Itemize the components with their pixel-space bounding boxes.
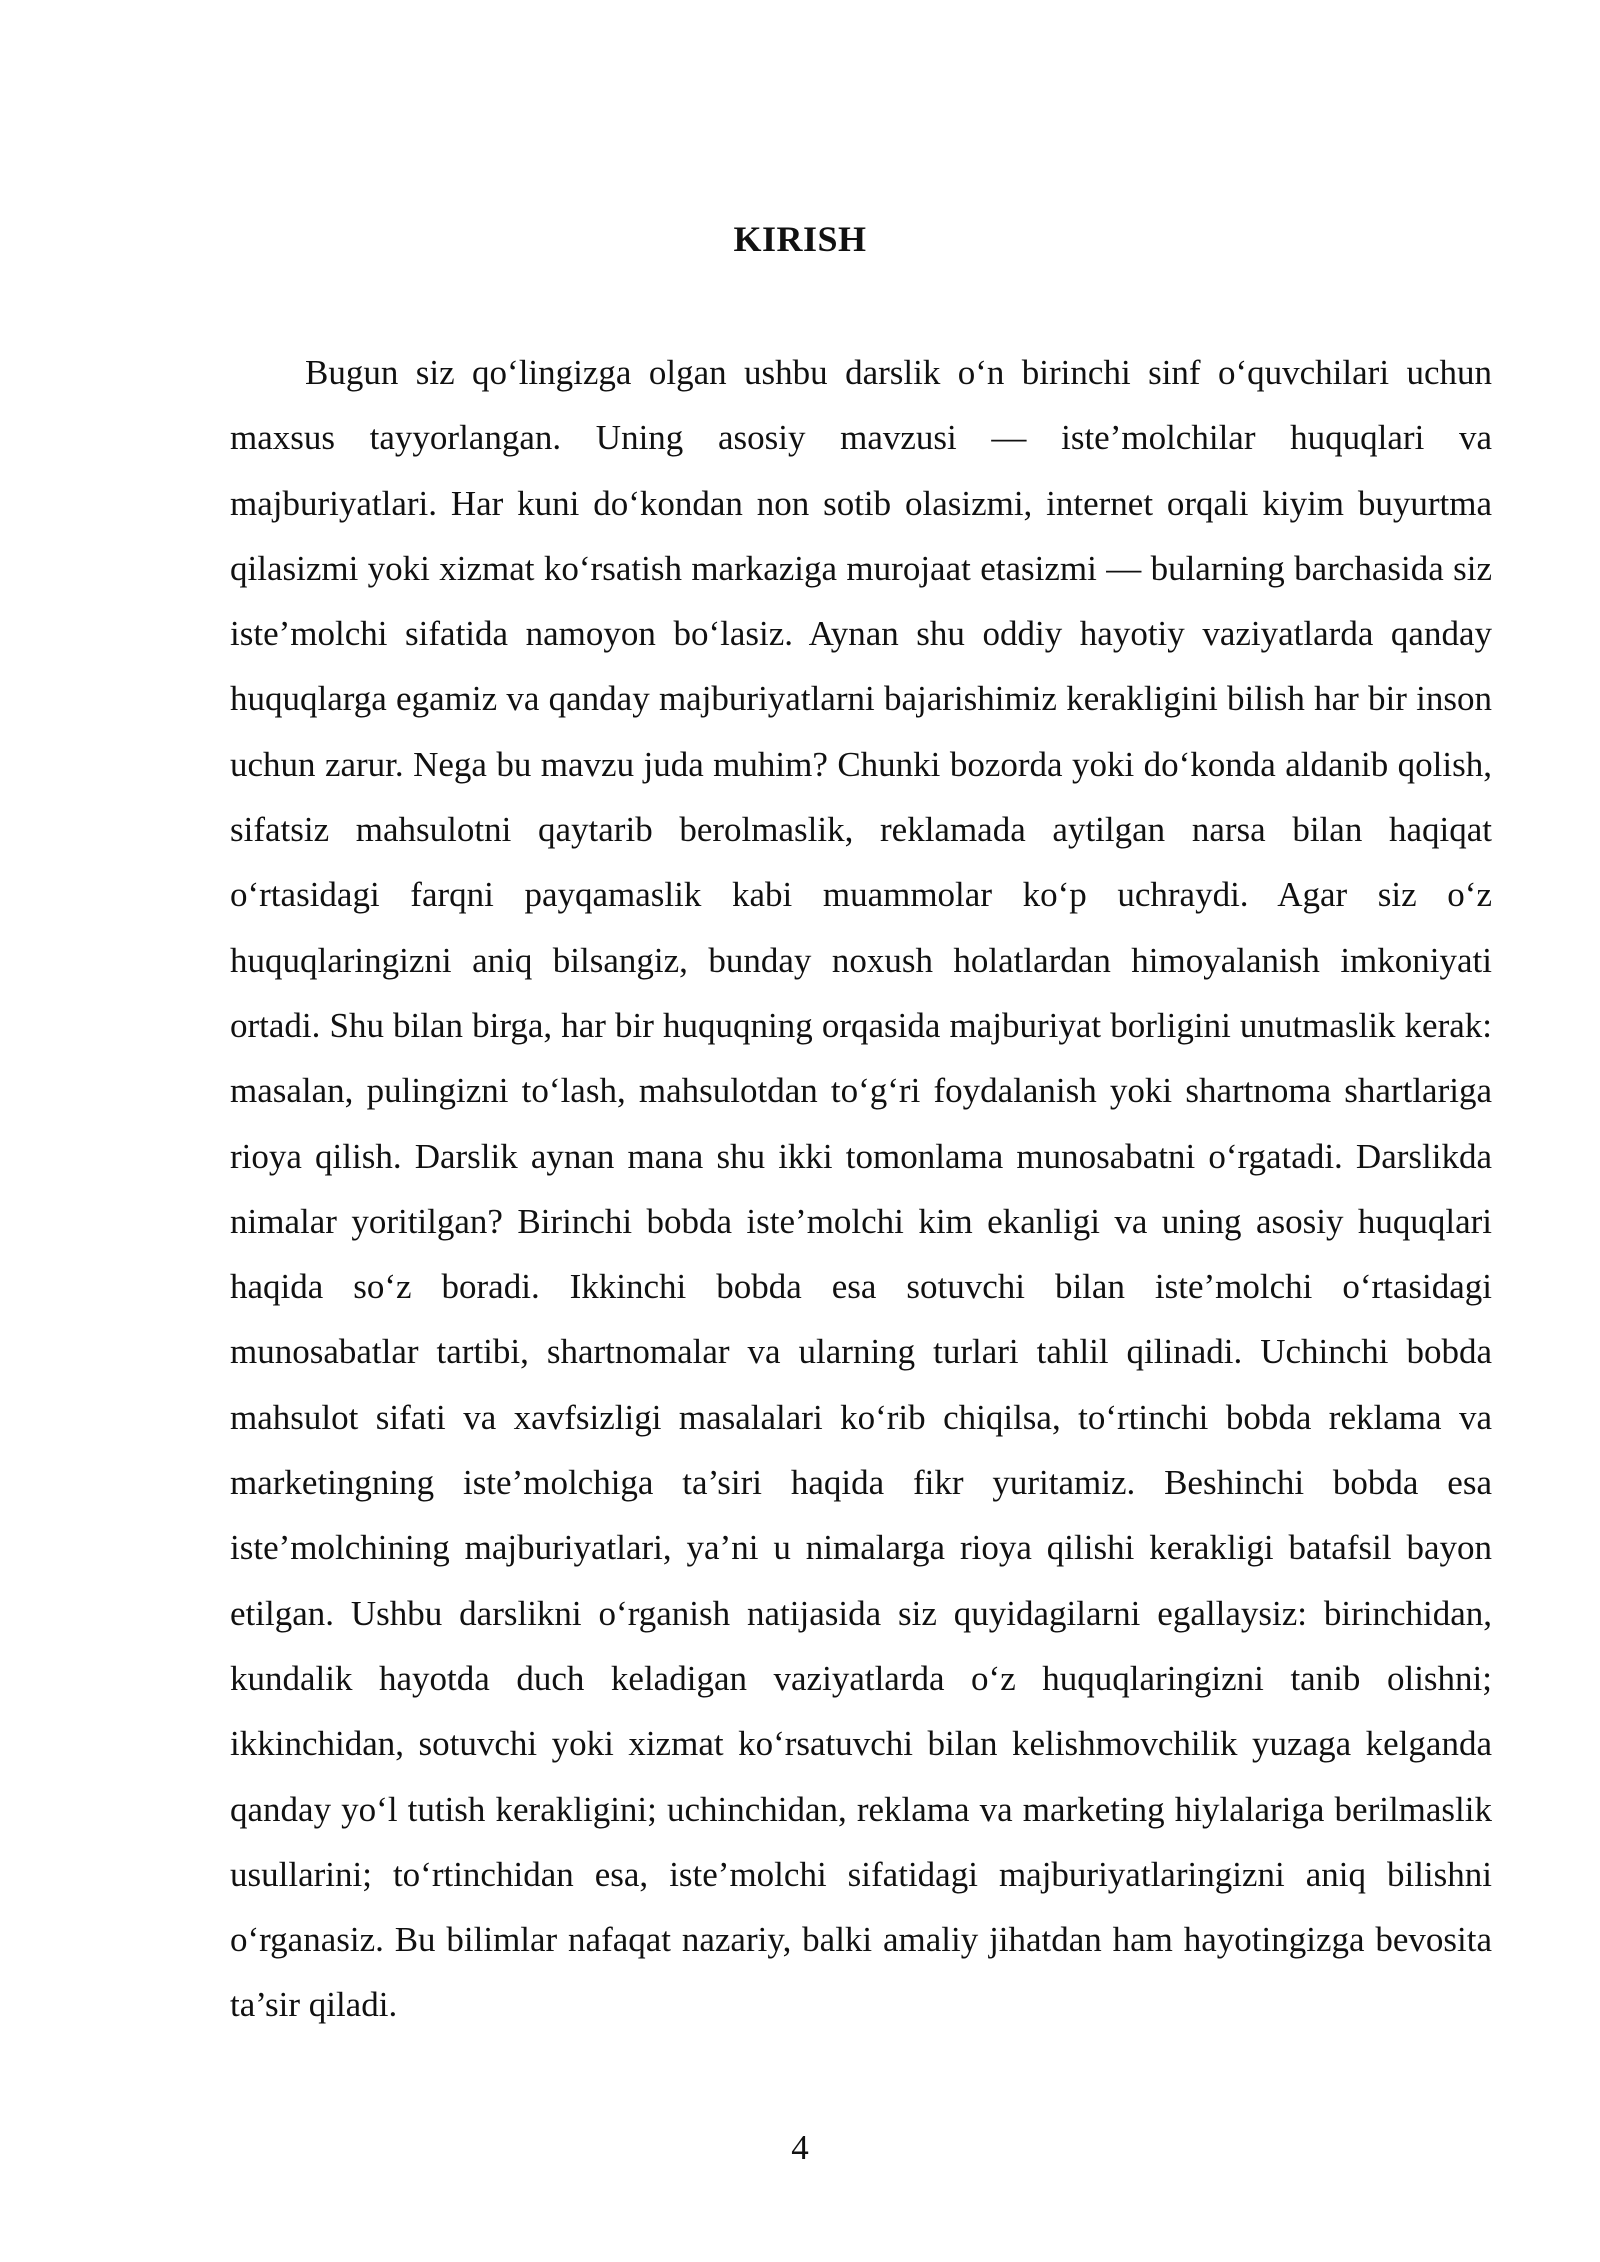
page-title: KIRISH (733, 219, 867, 259)
body-paragraph: Bugun siz qo‘lingizga olgan ushbu darslik o‘n birinchi sinf o‘quvchilari uchun maxsus tayyorlangan. Uning asosiy mavzusi — iste’molchilar huquqlari va majburiyatlari. Har kuni do‘kondan non sotib olasizmi, internet orqali kiyim buyurtma qilasizmi yoki xizmat ko‘rsatish markaziga murojaat etasizmi — bularning barchasida siz iste’molchi sifatida namoyon bo‘lasiz. Aynan shu oddiy hayotiy vaziyatlarda qanday huquqlarga egamiz va qanday majburiyatlarni bajarishimiz kerakligini bilish har bir inson uchun zarur. Nega bu mavzu juda muhim? Chunki bozorda yoki do‘konda aldanib qolish, sifatsiz mahsulotni qaytarib berolmaslik, reklamada aytilgan narsa bilan haqiqat o‘rtasidagi farqni payqamaslik kabi muammolar ko‘p uchraydi. Agar siz o‘z huquqlaringizni aniq bilsangiz, bunday noxush holatlardan himoyalanish imkoniyati ortadi. Shu bilan birga, har bir huquqning orqasida majburiyat borligini unutmaslik kerak: masalan, pulingizni to‘lash, mahsulotdan to‘g‘ri foydalanish yoki shartnoma shartlariga rioya qilish. Darslik aynan mana shu ikki tomonlama munosabatni o‘rgatadi. Darslikda nimalar yoritilgan? Birinchi bobda iste’molchi kim ekanligi va uning asosiy huquqlari haqida so‘z boradi. Ikkinchi bobda esa sotuvchi bilan iste’molchi o‘rtasidagi munosabatlar tartibi, shartnomalar va ularning turlari tahlil qilinadi. Uchinchi bobda mahsulot sifati va xavfsizligi masalalari ko‘rib chiqilsa, to‘rtinchi bobda reklama va marketingning iste’molchiga ta’siri haqida fikr yuritamiz. Beshinchi bobda esa iste’molchining majburiyatlari, ya’ni u nimalarga rioya qilishi kerakligi batafsil bayon etilgan. Ushbu darslikni o‘rganish natijasida siz quyidagilarni egallaysiz: birinchidan, kundalik hayotda duch keladigan vaziyatlarda o‘z huquqlaringizni tanib olishni; ikkinchidan, sotuvchi yoki xizmat ko‘rsatuvchi bilan kelishmovchilik yuzaga kelganda qanday yo‘l tutish kerakligini; uchinchidan, reklama va marketing hiylalariga berilmaslik usullarini; to‘rtinchidan esa, iste’molchi sifatidagi majburiyatlaringizni aniq bilishni o‘rganasiz. Bu bilimlar nafaqat nazariy, balki amaliy jihatdan ham hayotingizga bevosita ta’sir qiladi. (230, 353, 1492, 2025)
page-number: 4 (791, 2128, 809, 2167)
